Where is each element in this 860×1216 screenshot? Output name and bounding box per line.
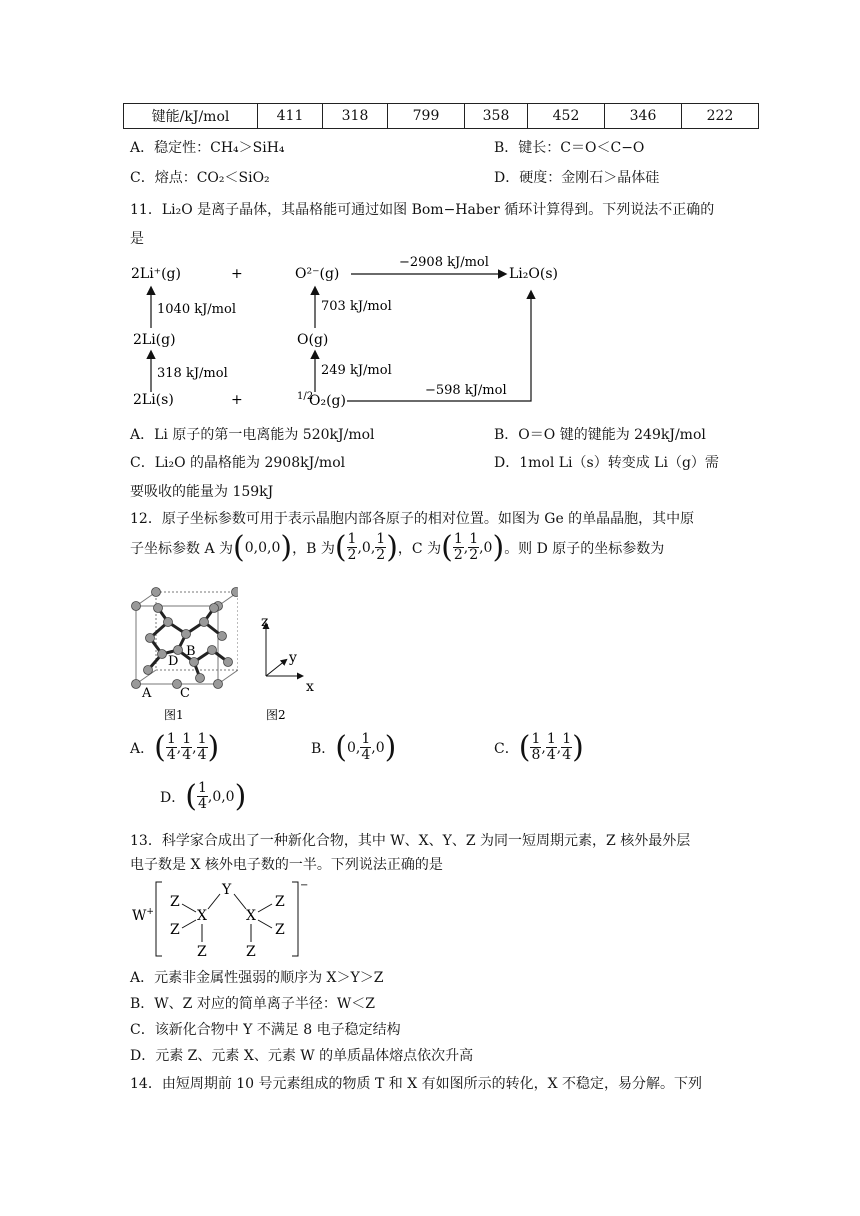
table-cell: 411: [258, 104, 323, 129]
table-cell: 358: [465, 104, 528, 129]
q12-option-c: C． ( $\frac{1}{8}$ , $\frac{1}{4}$ , $\frac{1}{4}$ ): [494, 729, 584, 765]
table-header-cell: 键能/kJ/mol: [124, 104, 258, 129]
atom-label-a: A: [142, 686, 152, 701]
product-label: Li₂O(s): [509, 266, 558, 282]
q13-option-d: D．元素 Z、元素 X、元素 W 的单质晶体熔点依次升高: [130, 1048, 474, 1064]
table-cell: 222: [682, 104, 759, 129]
oxide-ion-label: O²⁻(g): [295, 266, 340, 282]
formation-energy-label: −598 kJ/mol: [425, 383, 507, 398]
atom-label-c: C: [180, 686, 190, 701]
q10-option-c: C．熔点：CO₂＜SiO₂: [130, 170, 270, 186]
coordinate-b: ( $\frac{1}{2}$ ,0, $\frac{1}{2}$ ): [334, 529, 398, 565]
q12-stem-line1: 12．原子坐标参数可用于表示晶胞内部各原子的相对位置。如图为 Ge 的单晶晶胞，其中原: [130, 511, 695, 527]
svg-text:−: −: [300, 880, 309, 891]
dissociation-energy-label: 249 kJ/mol: [321, 363, 392, 378]
svg-text:Z: Z: [246, 944, 256, 960]
table-cell: 452: [528, 104, 605, 129]
svg-text:Z: Z: [275, 894, 285, 910]
q12-stem-text: ，B 为: [292, 540, 335, 557]
q12-stem-text: 子坐标参数 A 为: [130, 540, 234, 557]
table-row: [124, 104, 759, 129]
plus-sign: +: [231, 266, 243, 282]
q12-stem-text: ，C 为: [397, 540, 442, 557]
ionization-energy-label: 1040 kJ/mol: [157, 302, 236, 317]
q11-option-b: B．O＝O 键的键能为 249kJ/mol: [494, 427, 706, 443]
li-gas-label: 2Li(g): [133, 332, 176, 348]
li-solid-label: 2Li(s): [133, 392, 174, 408]
atom-label-d: D: [168, 654, 179, 669]
q11-option-d-line1: D．1mol Li（s）转变成 Li（g）需: [494, 455, 719, 471]
q13-stem-line2: 电子数是 X 核外电子数的一半。下列说法正确的是: [130, 857, 443, 873]
electron-affinity-label: 703 kJ/mol: [321, 299, 392, 314]
q12-stem-text: 。则 D 原子的坐标参数为: [504, 540, 665, 557]
q13-option-b: B．W、Z 对应的简单离子半径：W＜Z: [130, 996, 375, 1012]
q11-stem-line2: 是: [130, 231, 144, 247]
bond-energy-table: [123, 103, 759, 129]
svg-text:Z: Z: [197, 944, 207, 960]
figure-1-caption: 图1: [164, 708, 184, 722]
q12-stem-line2: [130, 529, 665, 565]
q11-stem-line1: 11．Li₂O 是离子晶体，其晶格能可通过如图 Bom−Haber 循环计算得到。下列说法不正确的: [130, 202, 715, 218]
plus-sign: +: [231, 392, 243, 408]
li-ion-label: 2Li⁺(g): [131, 266, 181, 282]
svg-text:X: X: [246, 908, 256, 924]
q10-option-d: D．硬度：金刚石＞晶体硅: [494, 170, 660, 186]
svg-text:Y: Y: [222, 882, 232, 898]
q12-option-b: B． ( 0, $\frac{1}{4}$ ,0 ): [311, 729, 397, 765]
table-cell: 799: [388, 104, 465, 129]
o-gas-label: O(g): [297, 332, 329, 348]
half-coefficient: 1/2: [297, 391, 314, 402]
q12-option-d: D． ( $\frac{1}{4}$ ,0,0 ): [160, 778, 247, 814]
svg-text:Z: Z: [170, 922, 180, 938]
axes-figure: [258, 610, 338, 722]
sublimation-energy-label: 318 kJ/mol: [157, 366, 228, 381]
oxygen-molecule-label: O₂(g): [309, 393, 346, 409]
q10-option-b: B．键长：C＝O＜C−O: [494, 140, 645, 156]
born-haber-diagram: [125, 248, 565, 418]
q13-option-a: A．元素非金属性强弱的顺序为 X＞Y＞Z: [130, 970, 384, 986]
axis-y-label: y: [289, 650, 297, 666]
svg-text:W+: W+: [132, 907, 154, 924]
coordinate-a: ( 0,0,0 ): [233, 529, 293, 565]
q11-option-d-line2: 要吸收的能量为 159kJ: [130, 484, 274, 500]
q13-stem-line1: 13．科学家合成出了一种新化合物，其中 W、X、Y、Z 为同一短周期元素，Z 核外最外层: [130, 833, 691, 849]
q12-option-a: A． ( $\frac{1}{4}$ , $\frac{1}{4}$ , $\frac{1}{4}$ ): [130, 729, 220, 765]
svg-text:Z: Z: [170, 894, 180, 910]
q13-option-c: C．该新化合物中 Y 不满足 8 电子稳定结构: [130, 1022, 401, 1038]
q11-option-c: C．Li₂O 的晶格能为 2908kJ/mol: [130, 455, 346, 471]
axis-x-label: x: [306, 679, 314, 695]
figure-2-caption: 图2: [266, 708, 286, 722]
table-cell: 346: [605, 104, 682, 129]
svg-text:Z: Z: [275, 922, 285, 938]
atom-label-b: B: [186, 644, 196, 659]
compound-structure-diagram: [130, 872, 310, 962]
table-cell: 318: [323, 104, 388, 129]
ge-unit-cell-figure: [128, 586, 238, 722]
q14-stem-line1: 14．由短周期前 10 号元素组成的物质 T 和 X 有如图所示的转化，X 不稳定，易分解。下列: [130, 1076, 703, 1092]
q11-option-a: A．Li 原子的第一电离能为 520kJ/mol: [130, 427, 375, 443]
q10-option-a: A．稳定性：CH₄＞SiH₄: [130, 140, 285, 156]
axis-z-label: z: [261, 614, 269, 630]
svg-text:X: X: [197, 908, 207, 924]
coordinate-c: ( $\frac{1}{2}$ , $\frac{1}{2}$ ,0 ): [441, 529, 505, 565]
lattice-energy-label: −2908 kJ/mol: [399, 255, 489, 270]
